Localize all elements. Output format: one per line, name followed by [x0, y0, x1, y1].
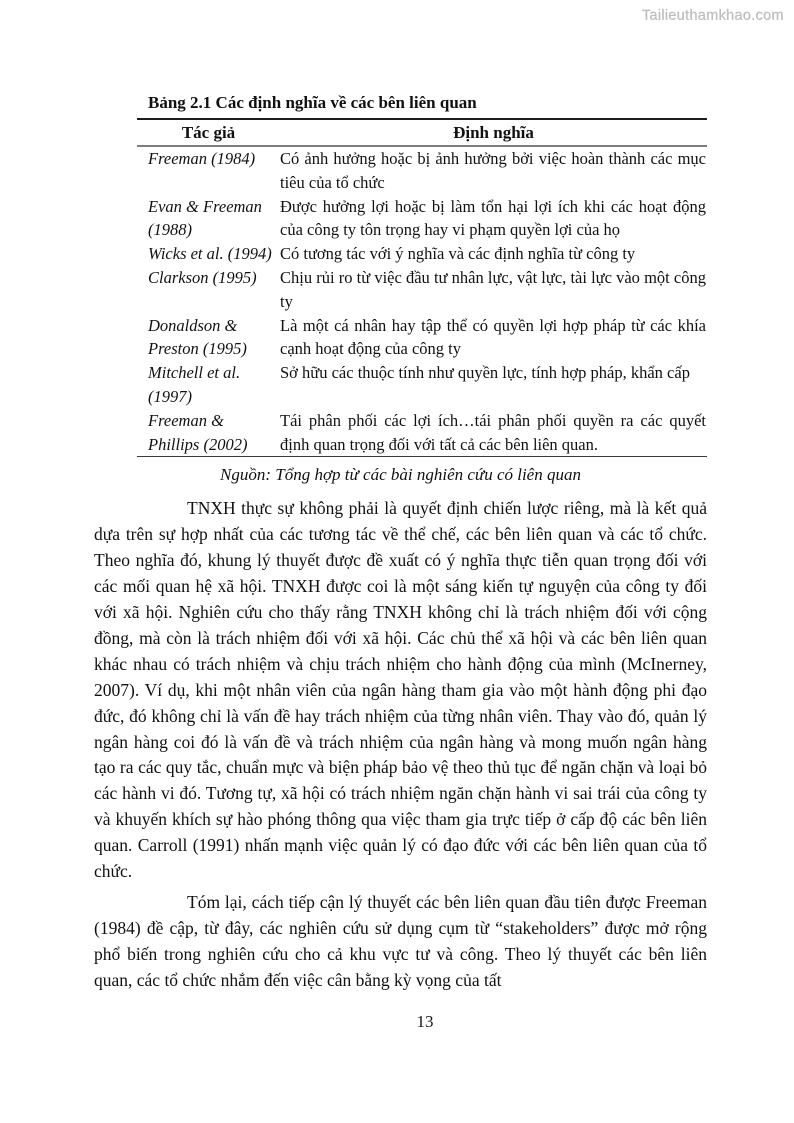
definition-cell: Được hưởng lợi hoặc bị làm tổn hại lợi ích khi các hoạt động của công ty tôn trọng hay vi phạm quyền lợi của họ	[280, 196, 706, 240]
column-header-author: Tác giả	[181, 123, 236, 142]
table-row	[137, 266, 707, 314]
author-cell: Evan & Freeman (1988)	[148, 196, 262, 240]
author-cell: Clarkson (1995)	[148, 267, 257, 287]
definition-cell: Là một cá nhân hay tập thể có quyền lợi hợp pháp từ các khía cạnh hoạt động của công ty	[280, 315, 706, 359]
table-row	[137, 409, 707, 457]
definition-cell: Chịu rủi ro từ việc đầu tư nhân lực, vật lực, tài lực vào một công ty	[280, 267, 706, 311]
definition-cell: Tái phân phối các lợi ích…tái phân phối quyền ra các quyết định quan trọng đối với tất cả các bên liên quan.	[280, 410, 706, 454]
definition-cell: Sở hữu các thuộc tính như quyền lực, tính hợp pháp, khẩn cấp	[280, 363, 690, 383]
page-content	[94, 93, 707, 994]
column-header-definition: Định nghĩa	[453, 123, 534, 142]
table-caption: Bảng 2.1 Các định nghĩa về các bên liên quan	[148, 93, 477, 112]
definitions-table	[137, 118, 707, 457]
page-number: 13	[416, 1012, 434, 1031]
author-cell: Wicks et al. (1994)	[148, 244, 272, 264]
table-row	[137, 147, 707, 195]
author-cell: Mitchell et al. (1997)	[148, 363, 241, 406]
body-paragraph-1: TNXH thực sự không phải là quyết định chiến lược riêng, mà là kết quả dựa trên sự hợp nhất của các tương tác về thể chế, các bên liên quan và các tổ chức. Theo nghĩa đó, khung lý thuyết được đề xuất có ý nghĩa thực tiễn quan trọng đối với các mối quan hệ xã hội. TNXH được coi là một sáng kiến tự nguyện của công ty đối với xã hội. Nghiên cứu cho thấy rằng TNXH không chỉ là trách nhiệm đối với cộng đồng, mà còn là trách nhiệm đối với xã hội. Các chủ thể xã hội và các bên liên quan khác nhau có trách nhiệm và chịu trách nhiệm cho hành động của mình (McInerney, 2007). Ví dụ, khi một nhân viên của ngân hàng tham gia vào một hành động phi đạo đức, đó không chỉ là vấn đề hay trách nhiệm của từng nhân viên. Thay vào đó, quản lý ngân hàng coi đó là vấn đề và trách nhiệm của ngân hàng và mong muốn ngân hàng tạo ra các quy tắc, chuẩn mực và biện pháp bảo vệ theo thủ tục để ngăn chặn và loại bỏ các hành vi đó. Tương tự, xã hội có trách nhiệm ngăn chặn hành vi sai trái của công ty và khuyến khích sự hào phóng thông qua việc tham gia trực tiếp ở cấp độ các bên liên quan. Carroll (1991) nhấn mạnh việc quản lý có đạo đức với các bên liên quan của tổ chức.	[94, 498, 707, 882]
table-row	[137, 242, 707, 266]
definition-cell: Có ảnh hưởng hoặc bị ảnh hưởng bởi việc hoàn thành các mục tiêu của tổ chức	[280, 149, 706, 192]
author-cell: Freeman & Phillips (2002)	[148, 410, 248, 454]
watermark: Tailieuthamkhao.com	[642, 8, 784, 24]
table-header-row	[137, 120, 707, 147]
table-source-note: Nguồn: Tổng hợp từ các bài nghiên cứu có liên quan	[220, 465, 581, 485]
table-row	[137, 314, 707, 362]
author-cell: Freeman (1984)	[148, 149, 256, 168]
author-cell: Donaldson & Preston (1995)	[148, 315, 247, 359]
body-paragraph-2: Tóm lại, cách tiếp cận lý thuyết các bên liên quan đầu tiên được Freeman (1984) đề cập, từ đây, các nghiên cứu sử dụng cụm từ “stakeholders” được mở rộng phổ biến trong nghiên cứu cho cả khu vực tư và công. Theo lý thuyết các bên liên quan, các tổ chức nhắm đến việc cân bằng kỳ vọng của tất	[94, 891, 707, 990]
table-row	[137, 361, 707, 409]
definition-cell: Có tương tác với ý nghĩa và các định nghĩa từ công ty	[280, 244, 636, 264]
table-row	[137, 195, 707, 243]
